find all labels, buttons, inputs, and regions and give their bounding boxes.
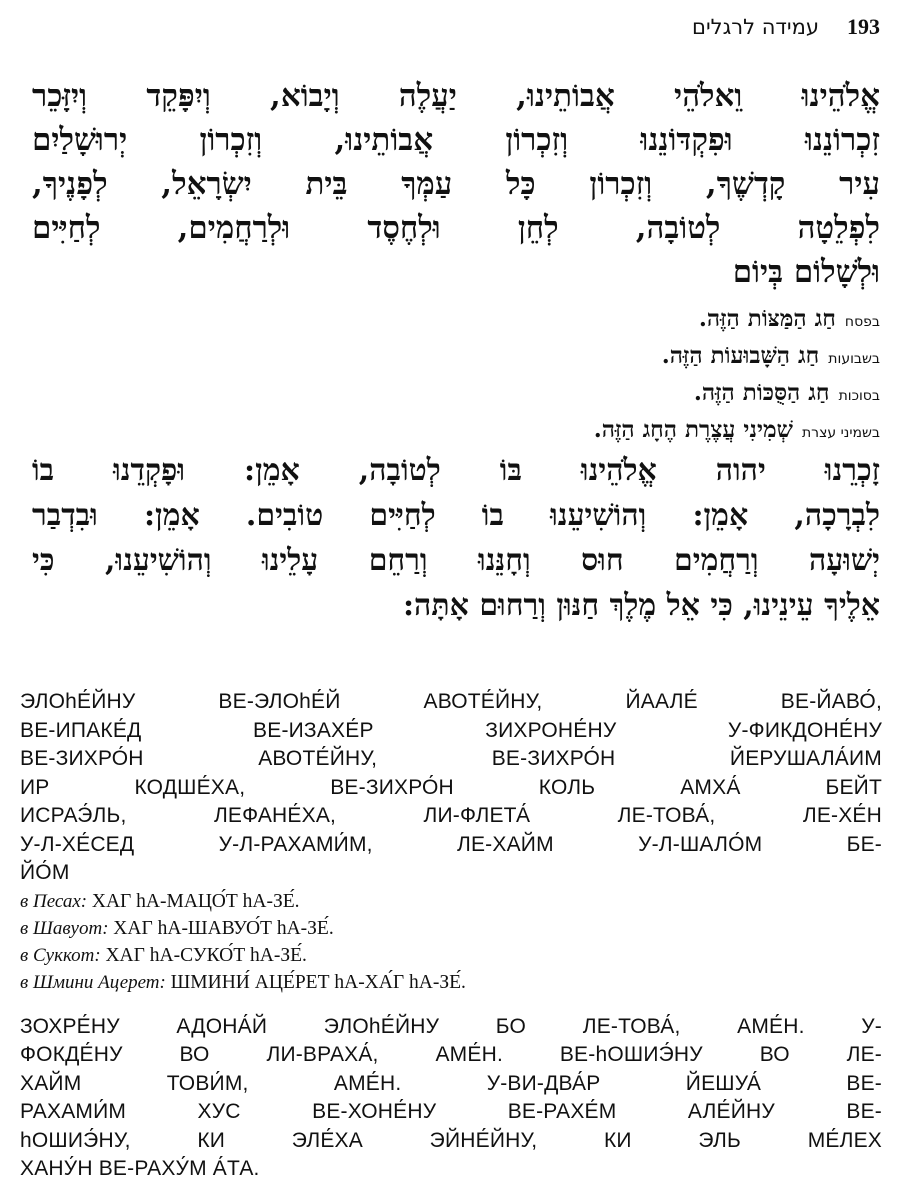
russian-festival-shemini-atzeret <box>20 969 882 996</box>
russian-line: ХАНУ́Н ВЕ-РАХУ́М А́ТА. <box>20 1157 260 1180</box>
russian-line: ВЕ-ЗИХРО́Н АВОТЕ́ЙНУ, ВЕ-ЗИХРО́Н ЙЕРУШАЛА́ИМ <box>20 747 882 770</box>
hebrew-line: אֵלֶיךָ עֵינֵינוּ, כִּי אֵל מֶלֶךְ חַנּוּן וְרַחוּם אָתָּה: <box>402 588 880 623</box>
russian-line: ИР КОДШЕ́ХА, ВЕ-ЗИХРО́Н КОЛЬ АМХА́ БЕЙТ <box>20 775 882 799</box>
hebrew-line: זִכְרוֹנֵנוּ וּפִקְדּוֹנֵנוּ וְזִכְרוֹן אֲבוֹתֵינוּ, וְזִכְרוֹן יְרוּשָׁלַיִם <box>32 122 880 158</box>
hebrew-text-block <box>32 74 880 628</box>
festival-text: חַג הַסֻּכּוֹת הַזֶּה. <box>693 379 830 406</box>
hebrew-line: לִבְרָכָה, אָמֵן: וְהוֹשִׁיעֵנוּ בוֹ לְחַיִּים טוֹבִים. אָמֵן: וּבִדְבַר <box>32 498 880 533</box>
festival-text: חַג הַשָּׁבוּעוֹת הַזֶּה. <box>661 342 820 369</box>
festival-text: שְׁמִינִי עֲצֶרֶת הֶחָג הַזֶּה. <box>593 416 793 443</box>
page-header <box>600 14 880 48</box>
hebrew-line: יְשׁוּעָה וְרַחֲמִים חוּס וְחָנֵּנוּ וְרַחֵם עָלֵינוּ וְהוֹשִׁיעֵנוּ, כִּי <box>32 543 880 578</box>
festival-label: בסוכות <box>838 388 880 404</box>
festival-label: в Шмини Ацерет: <box>20 971 166 993</box>
festival-text: ХАГ hА-ШАВУО́Т hА-ЗЕ́. <box>113 917 334 939</box>
russian-line: ВЕ-ИПАКЕ́Д ВЕ-ИЗАХЕ́Р ЗИХРОНЕ́НУ У-ФИКДОНЕ́НУ <box>20 718 882 742</box>
festival-text: ШМИНИ́ АЦЕ́РЕТ hА-ХА́Г hА-ЗЕ́. <box>170 971 466 993</box>
russian-festival-pesach <box>20 888 882 915</box>
russian-line: ХАЙМ ТОВИ́М, АМЕ́Н. У-ВИ-ДВА́Р ЙЕШУА́ ВЕ- <box>20 1071 882 1095</box>
russian-line: hОШИЭ́НУ, КИ ЭЛЕ́ХА ЭЙНЕ́ЙНУ, КИ ЭЛЬ МЕ́ЛЕХ <box>20 1128 882 1152</box>
hebrew-line: לִפְלֵטָה לְטוֹבָה, לְחֵן וּלְחֶסֶד וּלְרַחֲמִים, לְחַיִּים <box>32 210 880 246</box>
russian-paragraph-2 <box>20 1013 882 1184</box>
hebrew-festival-sukkot <box>32 374 880 411</box>
festival-text: ХАГ hА-СУКО́Т hА-ЗЕ́. <box>105 944 307 966</box>
russian-festival-insertions <box>20 888 882 996</box>
russian-festival-shavuot <box>20 915 882 942</box>
festival-label: в Шавуот: <box>20 917 109 939</box>
festival-label: בשבועות <box>828 351 880 367</box>
hebrew-paragraph-1 <box>32 74 880 294</box>
festival-label: בפסח <box>844 314 880 330</box>
hebrew-festival-insertions <box>32 300 880 448</box>
russian-line: ЗОХРЕ́НУ АДОНА́Й ЭЛОhЕ́ЙНУ БО ЛЕ-ТОВА́, АМЕ́Н. У- <box>20 1014 882 1038</box>
russian-paragraph-1 <box>20 688 882 888</box>
russian-line: У-Л-ХЕ́СЕД У-Л-РАХАМИ́М, ЛЕ-ХАЙМ У-Л-ШАЛО́М БЕ- <box>20 832 882 856</box>
hebrew-line: אֱלֹהֵינוּ וֵאלֹהֵי אֲבוֹתֵינוּ, יַעֲלֶה וְיָבוֹא, וְיִפָּקֵד וְיִזָּכֵר <box>32 78 880 114</box>
hebrew-line: וּלְשָׁלוֹם בְּיוֹם <box>732 254 880 290</box>
russian-line: ЙО́М <box>20 861 70 884</box>
festival-label: בשמיני עצרת <box>801 425 880 441</box>
festival-text: ХАГ hА-МАЦО́Т hА-ЗЕ́. <box>91 890 300 912</box>
page-number: 193 <box>847 14 880 39</box>
hebrew-line: עִיר קָדְשֶׁךָ, וְזִכְרוֹן כָּל עַמְּךָ בֵּית יִשְׂרָאֵל, לְפָנֶיךָ, <box>32 166 880 202</box>
russian-line: РАХАМИ́М ХУС ВЕ-ХОНЕ́НУ ВЕ-РАХЕ́М АЛЕ́ЙНУ ВЕ- <box>20 1100 882 1123</box>
festival-label: в Суккот: <box>20 944 101 966</box>
festival-text: חַג הַמַּצּוֹת הַזֶּה. <box>698 305 836 332</box>
hebrew-festival-shemini-atzeret <box>32 411 880 448</box>
hebrew-festival-pesach <box>32 300 880 337</box>
hebrew-line: זָכְרֵנוּ יהוה אֱלֹהֵינוּ בּוֹ לְטוֹבָה, אָמֵן: וּפָקְדֵנוּ בוֹ <box>32 453 880 488</box>
russian-line: ФОКДЕ́НУ ВО ЛИ-ВРАХА́, АМЕ́Н. ВЕ-hОШИЭ́НУ ВО ЛЕ- <box>20 1043 882 1066</box>
section-title: עמידה לרגלים <box>692 15 819 39</box>
russian-transliteration-block <box>20 688 882 1184</box>
russian-line: ИСРАЭ́ЛЬ, ЛЕФАНЕ́ХА, ЛИ-ФЛЕТА́ ЛЕ-ТОВА́, ЛЕ-ХЕ́Н <box>20 804 882 827</box>
russian-festival-sukkot <box>20 942 882 969</box>
hebrew-festival-shavuot <box>32 337 880 374</box>
russian-line: ЭЛОhЕ́ЙНУ ВЕ-ЭЛОhЕ́Й АВОТЕ́ЙНУ, ЙААЛЕ́ ВЕ-ЙАВО́, <box>20 690 882 713</box>
festival-label: в Песах: <box>20 890 88 912</box>
hebrew-paragraph-2 <box>32 448 880 628</box>
